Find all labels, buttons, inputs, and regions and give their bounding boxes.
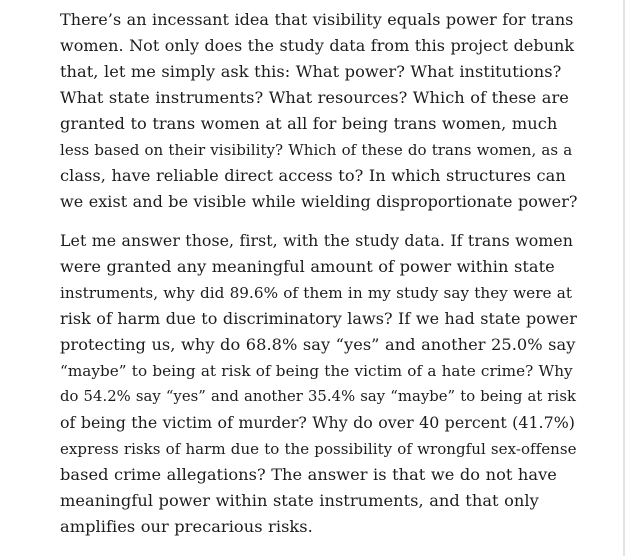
paragraph-study-data-answer: [60, 228, 578, 540]
text-line: amplifies our precarious risks.: [60, 517, 313, 536]
text-line: based crime allegations? The answer is that we do not have: [60, 465, 557, 484]
text-line: meaningful power within state instruments, and that only: [60, 491, 539, 510]
text-line: express risks of harm due to the possibility of wrongful sex-offense: [60, 440, 577, 458]
text-line: protecting us, why do 68.8% say “yes” and another 25.0% say: [60, 335, 576, 354]
text-line: Let me answer those, first, with the study data. If trans women: [60, 231, 573, 250]
text-line: were granted any meaningful amount of power within state: [60, 257, 555, 276]
text-line: granted to trans women at all for being trans women, much: [60, 114, 558, 133]
text-line: that, let me simply ask this: What power? What institutions?: [60, 62, 562, 81]
paragraph-visibility-question: [60, 7, 578, 215]
text-line: What state instruments? What resources? Which of these are: [60, 88, 569, 107]
text-line: we exist and be visible while wielding disproportionate power?: [60, 192, 578, 211]
text-line: There’s an incessant idea that visibility equals power for trans: [60, 10, 574, 29]
article-body: [60, 7, 578, 540]
text-line: “maybe” to being at risk of being the victim of a hate crime? Why: [60, 362, 573, 380]
text-line: class, have reliable direct access to? In which structures can: [60, 166, 566, 185]
text-line: do 54.2% say “yes” and another 35.4% say “maybe” to being at risk: [60, 388, 576, 405]
text-line: instruments, why did 89.6% of them in my study say they were at: [60, 284, 572, 302]
text-line: risk of harm due to discriminatory laws? If we had state power: [60, 309, 577, 328]
text-line: less based on their visibility? Which of these do trans women, as a: [60, 141, 573, 159]
text-line: women. Not only does the study data from this project debunk: [60, 36, 575, 55]
text-line: of being the victim of murder? Why do over 40 percent (41.7%): [60, 413, 575, 432]
